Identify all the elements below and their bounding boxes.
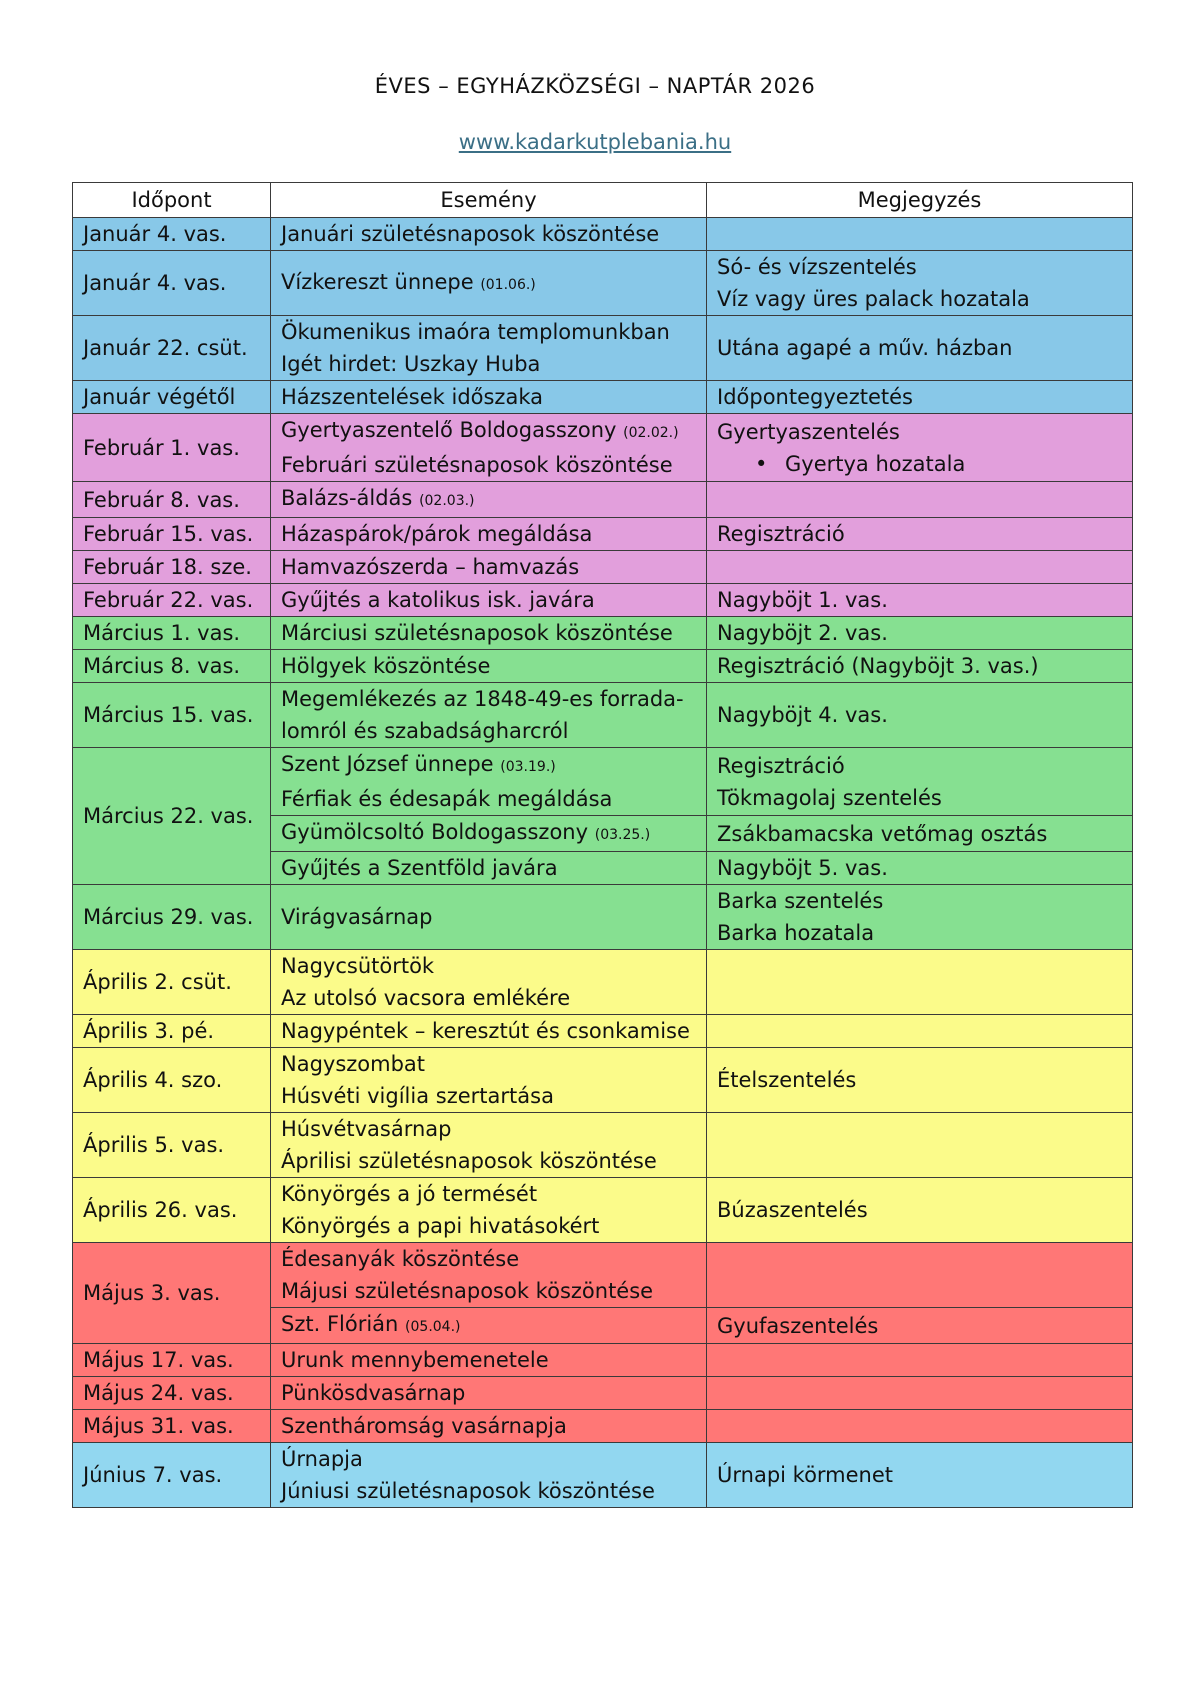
note-cell: Nagyböjt 2. vas. bbox=[707, 617, 1133, 650]
event-cell bbox=[271, 1443, 707, 1508]
event-cell: Szentháromság vasárnapja bbox=[271, 1410, 707, 1443]
table-row bbox=[73, 218, 1133, 251]
note-cell: Nagyböjt 5. vas. bbox=[707, 852, 1133, 885]
event-cell bbox=[271, 748, 707, 816]
table-row bbox=[73, 1377, 1133, 1410]
event-cell bbox=[271, 251, 707, 316]
note-line: Gyertyaszentelés bbox=[717, 419, 900, 444]
table-row bbox=[73, 683, 1133, 748]
note-cell: Úrnapi körmenet bbox=[707, 1443, 1133, 1508]
table-row bbox=[73, 650, 1133, 683]
note-cell bbox=[707, 482, 1133, 518]
event-cell bbox=[271, 482, 707, 518]
table-row bbox=[73, 1113, 1133, 1178]
event-cell: Márciusi születésnaposok köszöntése bbox=[271, 617, 707, 650]
event-cell: Házaspárok/párok megáldása bbox=[271, 518, 707, 551]
event-line: Az utolsó vacsora emlékére bbox=[281, 986, 571, 1010]
table-row bbox=[73, 885, 1133, 950]
event-line: Megemlékezés az 1848-49-es forrada- bbox=[281, 687, 684, 711]
note-cell bbox=[707, 1344, 1133, 1377]
date-cell: Március 8. vas. bbox=[73, 650, 271, 683]
event-line: lomról és szabadságharcról bbox=[281, 719, 569, 743]
date-cell: Január 4. vas. bbox=[73, 218, 271, 251]
event-line: Februári születésnaposok köszöntése bbox=[281, 453, 673, 477]
table-row bbox=[73, 551, 1133, 584]
table-row bbox=[73, 584, 1133, 617]
note-line: Barka hozatala bbox=[717, 921, 875, 945]
date-cell: Május 24. vas. bbox=[73, 1377, 271, 1410]
note-cell: Nagyböjt 1. vas. bbox=[707, 584, 1133, 617]
page-title: ÉVES – EGYHÁZKÖZSÉGI – NAPTÁR 2026 bbox=[374, 74, 816, 98]
date-cell: Április 5. vas. bbox=[73, 1113, 271, 1178]
table-row bbox=[73, 1344, 1133, 1377]
event-cell: Virágvasárnap bbox=[271, 885, 707, 950]
calendar-table bbox=[72, 182, 1133, 1508]
note-line: Só- és vízszentelés bbox=[717, 255, 917, 279]
event-line: Könyörgés a jó termését bbox=[281, 1182, 538, 1206]
table-row bbox=[73, 1048, 1133, 1113]
note-cell: Gyufaszentelés bbox=[707, 1308, 1133, 1344]
note-cell: Időpontegyeztetés bbox=[707, 381, 1133, 414]
event-text: Balázs-áldás bbox=[281, 486, 413, 510]
event-cell bbox=[271, 950, 707, 1015]
date-cell: Március 1. vas. bbox=[73, 617, 271, 650]
event-cell: Gyűjtés a Szentföld javára bbox=[271, 852, 707, 885]
event-text: Vízkereszt ünnepe bbox=[281, 269, 474, 294]
note-cell bbox=[707, 1243, 1133, 1308]
event-cell: Gyűjtés a katolikus isk. javára bbox=[271, 584, 707, 617]
note-cell bbox=[707, 551, 1133, 584]
event-cell bbox=[271, 1308, 707, 1344]
event-cell: Házszentelések időszaka bbox=[271, 381, 707, 414]
date-cell: Január 4. vas. bbox=[73, 251, 271, 316]
date-cell: Január végétől bbox=[73, 381, 271, 414]
event-line: Édesanyák köszöntése bbox=[281, 1247, 520, 1271]
event-line: Húsvétvasárnap bbox=[281, 1117, 452, 1141]
table-row bbox=[73, 251, 1133, 316]
event-cell bbox=[271, 1113, 707, 1178]
note-cell bbox=[707, 1015, 1133, 1048]
date-cell: Május 31. vas. bbox=[73, 1410, 271, 1443]
event-text: Szt. Flórián bbox=[281, 1312, 399, 1336]
table-row bbox=[73, 482, 1133, 518]
note-cell bbox=[707, 950, 1133, 1015]
table-row bbox=[73, 381, 1133, 414]
note-cell: Utána agapé a műv. házban bbox=[707, 316, 1133, 381]
event-line: Férfiak és édesapák megáldása bbox=[281, 787, 613, 811]
date-cell: Április 3. pé. bbox=[73, 1015, 271, 1048]
date-cell: Február 8. vas. bbox=[73, 482, 271, 518]
date-cell: Április 2. csüt. bbox=[73, 950, 271, 1015]
event-cell: Hamvazószerda – hamvazás bbox=[271, 551, 707, 584]
note-cell bbox=[707, 1113, 1133, 1178]
event-cell bbox=[271, 316, 707, 381]
note-cell bbox=[707, 218, 1133, 251]
table-row bbox=[73, 748, 1133, 816]
event-date-note: (03.19.) bbox=[500, 759, 556, 775]
note-cell bbox=[707, 1377, 1133, 1410]
date-cell: Február 22. vas. bbox=[73, 584, 271, 617]
date-cell: Május 17. vas. bbox=[73, 1344, 271, 1377]
event-line: Úrnapja bbox=[281, 1447, 363, 1471]
date-cell: Február 1. vas. bbox=[73, 414, 271, 482]
note-cell: Zsákbamacska vetőmag osztás bbox=[707, 816, 1133, 852]
event-date-note: (02.02.) bbox=[623, 425, 679, 441]
event-cell: Nagypéntek – keresztút és csonkamise bbox=[271, 1015, 707, 1048]
event-date-note: (02.03.) bbox=[419, 493, 475, 509]
event-cell bbox=[271, 683, 707, 748]
table-row bbox=[73, 617, 1133, 650]
date-cell: Február 15. vas. bbox=[73, 518, 271, 551]
website-link[interactable]: www.kadarkutplebania.hu bbox=[458, 130, 732, 154]
event-cell bbox=[271, 414, 707, 482]
table-row bbox=[73, 1443, 1133, 1508]
event-text: Gyümölcsoltó Boldogasszony bbox=[281, 820, 589, 844]
header-event: Esemény bbox=[271, 183, 707, 218]
table-row bbox=[73, 950, 1133, 1015]
event-cell: Hölgyek köszöntése bbox=[271, 650, 707, 683]
date-cell: Március 22. vas. bbox=[73, 748, 271, 885]
bullet-text: Gyertya hozatala bbox=[785, 451, 966, 476]
event-cell bbox=[271, 1243, 707, 1308]
header-note: Megjegyzés bbox=[707, 183, 1133, 218]
table-row bbox=[73, 1243, 1133, 1308]
date-cell: Március 29. vas. bbox=[73, 885, 271, 950]
note-line: Víz vagy üres palack hozatala bbox=[717, 287, 1030, 311]
event-line: Könyörgés a papi hivatásokért bbox=[281, 1214, 600, 1238]
event-date-note: (05.04.) bbox=[405, 1319, 461, 1335]
event-line: Júniusi születésnaposok köszöntése bbox=[281, 1479, 655, 1503]
note-cell bbox=[707, 414, 1133, 482]
date-cell: Május 3. vas. bbox=[73, 1243, 271, 1344]
note-cell bbox=[707, 251, 1133, 316]
event-date-note: (01.06.) bbox=[480, 276, 536, 293]
event-line: Húsvéti vigília szertartása bbox=[281, 1084, 554, 1108]
event-line: Nagyszombat bbox=[281, 1052, 426, 1076]
event-text: Szent József ünnepe bbox=[281, 752, 494, 776]
event-line: Májusi születésnaposok köszöntése bbox=[281, 1279, 654, 1303]
table-row bbox=[73, 316, 1133, 381]
date-cell: Január 22. csüt. bbox=[73, 316, 271, 381]
date-cell: Április 26. vas. bbox=[73, 1178, 271, 1243]
note-line: Barka szentelés bbox=[717, 889, 884, 913]
date-cell: Február 18. sze. bbox=[73, 551, 271, 584]
note-cell bbox=[707, 1410, 1133, 1443]
table-row bbox=[73, 1015, 1133, 1048]
table-header-row bbox=[73, 183, 1133, 218]
table-row bbox=[73, 1410, 1133, 1443]
event-date-note: (03.25.) bbox=[594, 827, 651, 843]
event-line: Áprilisi születésnaposok köszöntése bbox=[281, 1149, 657, 1173]
date-cell: Június 7. vas. bbox=[73, 1443, 271, 1508]
table-row bbox=[73, 518, 1133, 551]
note-cell bbox=[707, 748, 1133, 816]
event-line bbox=[281, 748, 696, 783]
date-cell: Április 4. szo. bbox=[73, 1048, 271, 1113]
header-date: Időpont bbox=[73, 183, 271, 218]
event-text: Gyertyaszentelő Boldogasszony bbox=[281, 418, 617, 442]
event-cell bbox=[271, 1048, 707, 1113]
note-cell: Nagyböjt 4. vas. bbox=[707, 683, 1133, 748]
event-cell: Januári születésnaposok köszöntése bbox=[271, 218, 707, 251]
event-line: Nagycsütörtök bbox=[281, 954, 435, 978]
note-cell: Regisztráció bbox=[707, 518, 1133, 551]
note-cell: Búzaszentelés bbox=[707, 1178, 1133, 1243]
note-bullet-item bbox=[717, 448, 1122, 480]
table-row bbox=[73, 414, 1133, 482]
event-cell: Pünkösdvasárnap bbox=[271, 1377, 707, 1410]
date-cell: Március 15. vas. bbox=[73, 683, 271, 748]
note-cell: Regisztráció (Nagyböjt 3. vas.) bbox=[707, 650, 1133, 683]
table-row bbox=[73, 1178, 1133, 1243]
event-cell bbox=[271, 1178, 707, 1243]
event-cell: Urunk mennybemenetele bbox=[271, 1344, 707, 1377]
note-line: Tökmagolaj szentelés bbox=[717, 785, 942, 810]
event-line: Ökumenikus imaóra templomunkban bbox=[281, 320, 670, 344]
event-cell bbox=[271, 816, 707, 852]
note-line: Regisztráció bbox=[717, 753, 845, 778]
note-cell bbox=[707, 885, 1133, 950]
event-line bbox=[281, 414, 696, 449]
note-cell: Ételszentelés bbox=[707, 1048, 1133, 1113]
event-line: Igét hirdet: Uszkay Huba bbox=[281, 352, 541, 376]
